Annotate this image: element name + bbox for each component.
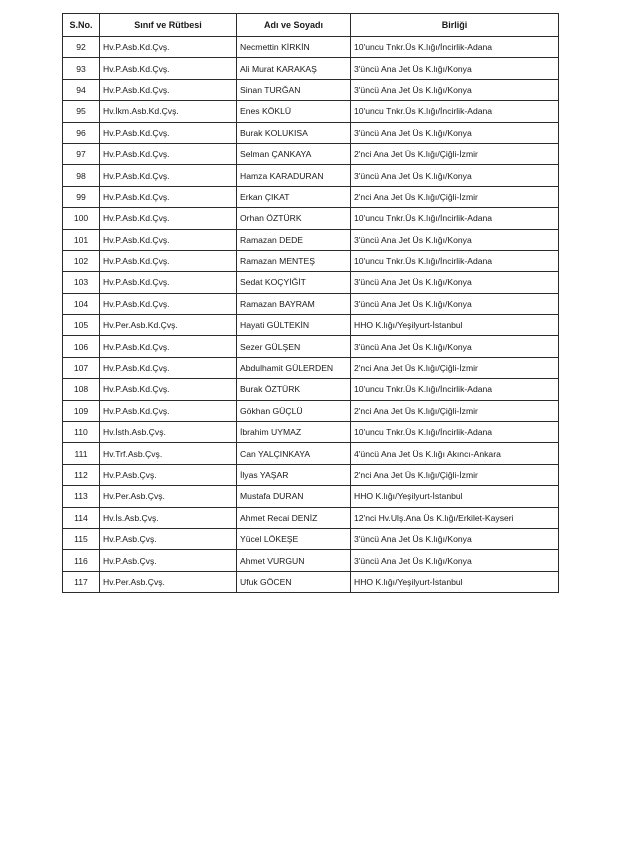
cell-rank: Hv.P.Asb.Kd.Çvş. (100, 208, 237, 229)
table-row (63, 143, 559, 164)
table-row (63, 79, 559, 100)
cell-rank: Hv.P.Asb.Çvş. (100, 528, 237, 549)
cell-sno: 115 (63, 528, 100, 549)
cell-rank: Hv.P.Asb.Kd.Çvş. (100, 186, 237, 207)
cell-unit: HHO K.lığı/Yeşilyurt-İstanbul (351, 315, 559, 336)
cell-rank: Hv.P.Asb.Kd.Çvş. (100, 79, 237, 100)
cell-name: Sezer GÜLŞEN (237, 336, 351, 357)
table-row (63, 422, 559, 443)
personnel-table (62, 13, 559, 593)
cell-sno: 94 (63, 79, 100, 100)
table-row (63, 336, 559, 357)
table-row (63, 486, 559, 507)
cell-unit: 12'nci Hv.Ulş.Ana Üs K.lığı/Erkilet-Kayseri (351, 507, 559, 528)
cell-unit: 3'üncü Ana Jet Üs K.lığı/Konya (351, 165, 559, 186)
cell-name: Ufuk GÖCEN (237, 571, 351, 592)
cell-name: Orhan ÖZTÜRK (237, 208, 351, 229)
cell-sno: 97 (63, 143, 100, 164)
cell-sno: 103 (63, 272, 100, 293)
cell-rank: Hv.Per.Asb.Kd.Çvş. (100, 315, 237, 336)
cell-name: Ali Murat KARAKAŞ (237, 58, 351, 79)
cell-rank: Hv.İkm.Asb.Kd.Çvş. (100, 101, 237, 122)
cell-name: Sedat KOÇYİĞİT (237, 272, 351, 293)
cell-name: Selman ÇANKAYA (237, 143, 351, 164)
cell-name: İlyas YAŞAR (237, 464, 351, 485)
table-row (63, 250, 559, 271)
cell-rank: Hv.P.Asb.Kd.Çvş. (100, 400, 237, 421)
table-row (63, 101, 559, 122)
cell-name: Necmettin KİRKİN (237, 37, 351, 58)
cell-unit: 3'üncü Ana Jet Üs K.lığı/Konya (351, 336, 559, 357)
cell-unit: 10'uncu Tnkr.Üs K.lığı/İncirlik-Adana (351, 379, 559, 400)
cell-sno: 104 (63, 293, 100, 314)
cell-unit: 2'nci Ana Jet Üs K.lığı/Çiğli-İzmir (351, 357, 559, 378)
cell-unit: 3'üncü Ana Jet Üs K.lığı/Konya (351, 122, 559, 143)
table-row (63, 400, 559, 421)
cell-unit: 10'uncu Tnkr.Üs K.lığı/İncirlik-Adana (351, 101, 559, 122)
cell-unit: 2'nci Ana Jet Üs K.lığı/Çiğli-İzmir (351, 464, 559, 485)
cell-sno: 93 (63, 58, 100, 79)
cell-sno: 92 (63, 37, 100, 58)
table-row (63, 229, 559, 250)
cell-sno: 101 (63, 229, 100, 250)
cell-rank: Hv.P.Asb.Kd.Çvş. (100, 379, 237, 400)
cell-rank: Hv.P.Asb.Kd.Çvş. (100, 250, 237, 271)
cell-name: Ramazan MENTEŞ (237, 250, 351, 271)
table-row (63, 293, 559, 314)
cell-unit: 4'üncü Ana Jet Üs K.lığı Akıncı-Ankara (351, 443, 559, 464)
table-row (63, 58, 559, 79)
table-row (63, 186, 559, 207)
cell-unit: 3'üncü Ana Jet Üs K.lığı/Konya (351, 272, 559, 293)
cell-name: Burak KOLUKISA (237, 122, 351, 143)
cell-unit: 3'üncü Ana Jet Üs K.lığı/Konya (351, 528, 559, 549)
cell-name: Can YALÇINKAYA (237, 443, 351, 464)
cell-name: Ahmet Recai DENİZ (237, 507, 351, 528)
table-row (63, 528, 559, 549)
table-header-row (63, 14, 559, 37)
cell-rank: Hv.Trf.Asb.Çvş. (100, 443, 237, 464)
cell-sno: 96 (63, 122, 100, 143)
table-row (63, 443, 559, 464)
cell-sno: 95 (63, 101, 100, 122)
cell-sno: 102 (63, 250, 100, 271)
cell-sno: 114 (63, 507, 100, 528)
table-row (63, 165, 559, 186)
cell-sno: 107 (63, 357, 100, 378)
cell-rank: Hv.Per.Asb.Çvş. (100, 486, 237, 507)
table-row (63, 550, 559, 571)
cell-rank: Hv.P.Asb.Kd.Çvş. (100, 58, 237, 79)
cell-rank: Hv.İsth.Asb.Çvş. (100, 422, 237, 443)
cell-unit: 3'üncü Ana Jet Üs K.lığı/Konya (351, 58, 559, 79)
cell-unit: 3'üncü Ana Jet Üs K.lığı/Konya (351, 229, 559, 250)
cell-rank: Hv.P.Asb.Kd.Çvş. (100, 229, 237, 250)
cell-unit: 10'uncu Tnkr.Üs K.lığı/İncirlik-Adana (351, 250, 559, 271)
cell-rank: Hv.P.Asb.Kd.Çvş. (100, 122, 237, 143)
cell-rank: Hv.P.Asb.Kd.Çvş. (100, 336, 237, 357)
cell-name: Ahmet VURGUN (237, 550, 351, 571)
header-name: Adı ve Soyadı (237, 14, 351, 37)
cell-sno: 116 (63, 550, 100, 571)
cell-unit: 3'üncü Ana Jet Üs K.lığı/Konya (351, 550, 559, 571)
cell-sno: 108 (63, 379, 100, 400)
table-row (63, 315, 559, 336)
header-unit: Birliği (351, 14, 559, 37)
cell-rank: Hv.İs.Asb.Çvş. (100, 507, 237, 528)
cell-name: Ramazan BAYRAM (237, 293, 351, 314)
cell-sno: 117 (63, 571, 100, 592)
cell-sno: 106 (63, 336, 100, 357)
cell-unit: 10'uncu Tnkr.Üs K.lığı/İncirlik-Adana (351, 208, 559, 229)
cell-unit: 2'nci Ana Jet Üs K.lığı/Çiğli-İzmir (351, 400, 559, 421)
cell-unit: HHO K.lığı/Yeşilyurt-İstanbul (351, 486, 559, 507)
cell-sno: 109 (63, 400, 100, 421)
table-row (63, 571, 559, 592)
cell-rank: Hv.P.Asb.Kd.Çvş. (100, 272, 237, 293)
table-row (63, 357, 559, 378)
cell-unit: 3'üncü Ana Jet Üs K.lığı/Konya (351, 79, 559, 100)
cell-rank: Hv.P.Asb.Çvş. (100, 464, 237, 485)
cell-name: Mustafa DURAN (237, 486, 351, 507)
cell-unit: 3'üncü Ana Jet Üs K.lığı/Konya (351, 293, 559, 314)
cell-unit: HHO K.lığı/Yeşilyurt-İstanbul (351, 571, 559, 592)
cell-name: Enes KÖKLÜ (237, 101, 351, 122)
cell-sno: 113 (63, 486, 100, 507)
cell-name: Sinan TURĞAN (237, 79, 351, 100)
cell-rank: Hv.P.Asb.Kd.Çvş. (100, 357, 237, 378)
cell-name: Abdulhamit GÜLERDEN (237, 357, 351, 378)
cell-name: İbrahim UYMAZ (237, 422, 351, 443)
cell-rank: Hv.P.Asb.Kd.Çvş. (100, 143, 237, 164)
cell-sno: 110 (63, 422, 100, 443)
cell-name: Hamza KARADURAN (237, 165, 351, 186)
cell-name: Gökhan GÜÇLÜ (237, 400, 351, 421)
cell-unit: 10'uncu Tnkr.Üs K.lığı/İncirlik-Adana (351, 422, 559, 443)
cell-unit: 2'nci Ana Jet Üs K.lığı/Çiğli-İzmir (351, 143, 559, 164)
cell-rank: Hv.P.Asb.Kd.Çvş. (100, 37, 237, 58)
table-body (63, 37, 559, 593)
table-row (63, 379, 559, 400)
table-row (63, 208, 559, 229)
cell-sno: 100 (63, 208, 100, 229)
cell-sno: 112 (63, 464, 100, 485)
table-row (63, 272, 559, 293)
cell-rank: Hv.P.Asb.Çvş. (100, 550, 237, 571)
cell-unit: 10'uncu Tnkr.Üs K.lığı/İncirlik-Adana (351, 37, 559, 58)
table-row (63, 507, 559, 528)
cell-sno: 111 (63, 443, 100, 464)
cell-name: Yücel LÖKEŞE (237, 528, 351, 549)
cell-rank: Hv.P.Asb.Kd.Çvş. (100, 293, 237, 314)
cell-rank: Hv.P.Asb.Kd.Çvş. (100, 165, 237, 186)
table-row (63, 37, 559, 58)
header-sno: S.No. (63, 14, 100, 37)
cell-name: Erkan ÇIKAT (237, 186, 351, 207)
cell-sno: 98 (63, 165, 100, 186)
cell-sno: 105 (63, 315, 100, 336)
table-row (63, 122, 559, 143)
cell-rank: Hv.Per.Asb.Çvş. (100, 571, 237, 592)
cell-name: Ramazan DEDE (237, 229, 351, 250)
cell-unit: 2'nci Ana Jet Üs K.lığı/Çiğli-İzmir (351, 186, 559, 207)
header-rank: Sınıf ve Rütbesi (100, 14, 237, 37)
cell-sno: 99 (63, 186, 100, 207)
table-row (63, 464, 559, 485)
cell-name: Hayati GÜLTEKİN (237, 315, 351, 336)
cell-name: Burak ÖZTÜRK (237, 379, 351, 400)
